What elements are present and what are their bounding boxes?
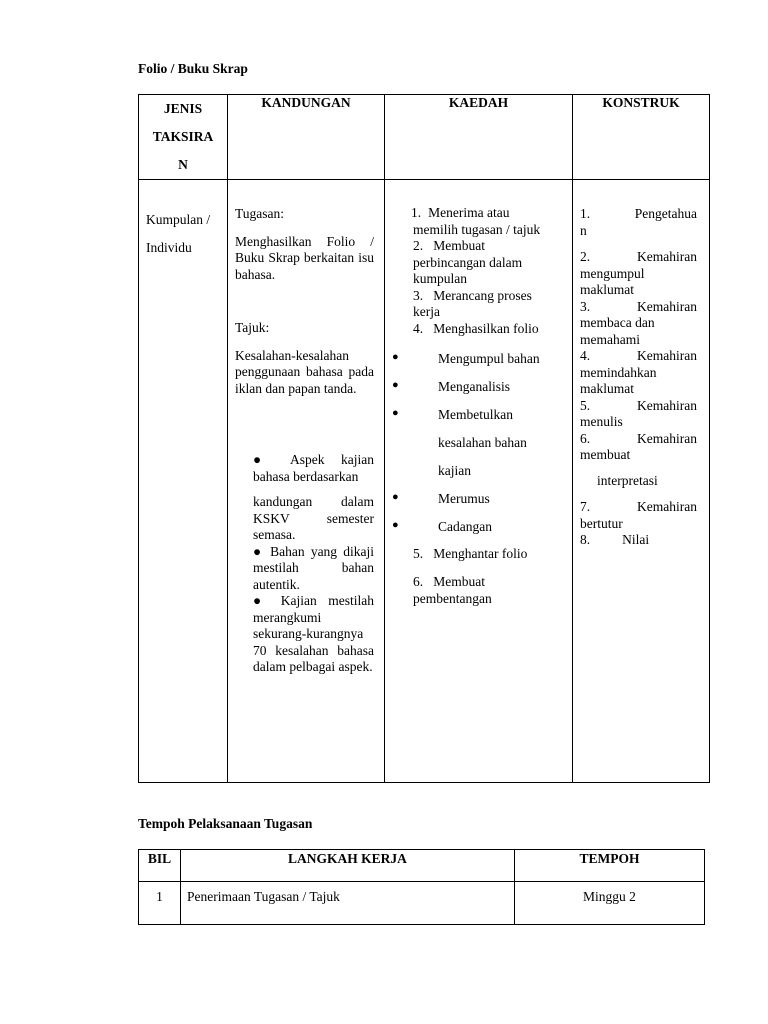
row-tempoh: Minggu 2 [583, 889, 636, 904]
header-konstruk: KONSTRUK [602, 95, 680, 110]
tugasan-text: Menghasilkan Folio / Buku Skrap berkaitan isu bahasa. [235, 233, 374, 282]
tajuk-label: Tajuk: [235, 320, 270, 335]
konstruk-item-6: 6. Kemahiran [580, 430, 697, 446]
header-kandungan: KANDUNGAN [261, 95, 351, 110]
tugasan-label: Tugasan: [235, 206, 285, 221]
kaedah-steps-top: 1. Menerima atau memilih tugasan / tajuk 2. Membuat perbincangan dalam kumpulan 3. Merancang proses kerja 4. Menghasilkan folio [413, 205, 568, 337]
section-title-tempoh: Tempoh Pelaksanaan Tugasan [138, 816, 313, 831]
header-langkah-kerja: LANGKAH KERJA [288, 851, 407, 866]
cell-tajuk [235, 320, 374, 397]
konstruk-list: 1. Pengetahua n 2. Kemahiran mengumpul maklumat 3. Kemahiran membaca dan memahami 4. Kemahiran memindahkan maklumat 5. Kemahiran menulis 6. Kemahiran membuat interpretasi 7. Kemahiran bertutur 8. Nilai [580, 206, 697, 547]
kaedah-bullet-3-cont: kesalahan bahan [438, 435, 527, 450]
header-tempoh: TEMPOH [579, 851, 640, 866]
section-title-folio: Folio / Buku Skrap [138, 61, 248, 76]
row-langkah: Penerimaan Tugasan / Tajuk [187, 889, 340, 904]
bullet-aspek: ● Aspek kajian bahasa berdasarkan [253, 452, 374, 484]
konstruk-item-2: 2. Kemahiran [580, 249, 697, 264]
kaedah-step-3: 3. Merancang proses [413, 287, 532, 303]
konstruk-item-7: 7. Kemahiran [580, 499, 697, 514]
konstruk-item-8: 8. Nilai [580, 532, 650, 547]
cell-kandungan [235, 206, 374, 283]
konstruk-item-6-cont: interpretasi [597, 472, 658, 488]
header-kaedah: KAEDAH [448, 95, 509, 110]
kaedah-step-6: 6. Membuat pembentangan [413, 574, 492, 606]
row-bil: 1 [156, 889, 163, 904]
bullet-kajian: ● Kajian mestilah merangkumi sekurang-kurangnya 70 kesalahan bahasa dalam pelbagai aspek. [253, 593, 374, 674]
bullet-aspek-cont: kandungan dalam KSKV semester semasa. [253, 494, 374, 542]
konstruk-item-3: 3. Kemahiran [580, 298, 697, 314]
bullet-bahan: ● Bahan yang dikaji mestilah bahan autentik. [253, 543, 374, 592]
kaedah-step-1: 1. Menerima atau [411, 205, 510, 220]
kaedah-bullet-3-cont2: kajian [438, 463, 471, 478]
kaedah-step-2: 2. Membuat [413, 238, 485, 253]
kandungan-bullets [253, 452, 374, 676]
konstruk-item-4: 4. Kemahiran [580, 348, 697, 363]
konstruk-item-5: 5. Kemahiran [580, 397, 697, 413]
cell-jenis: Kumpulan / Individu [146, 212, 211, 255]
header-jenis-taksiran: JENIS TAKSIRA N [152, 101, 214, 172]
kaedah-step-5: 5. Menghantar folio [413, 546, 528, 561]
konstruk-item-1: 1. Pengetahua [580, 206, 697, 221]
kaedah-step-4: 4. Menghasilkan folio [413, 320, 539, 336]
tajuk-text: Kesalahan-kesalahan penggunaan bahasa pada iklan dan papan tanda. [235, 347, 374, 396]
header-bil: BIL [147, 851, 172, 866]
